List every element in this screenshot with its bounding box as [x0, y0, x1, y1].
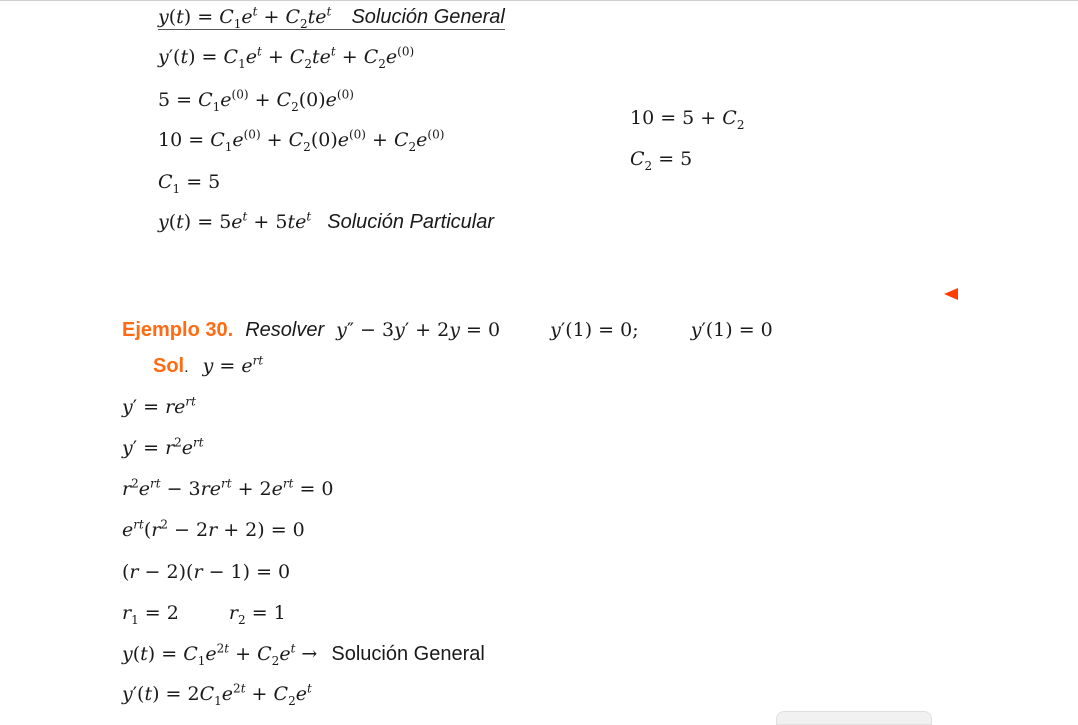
- sol-heading: Sol: [153, 355, 185, 377]
- general-solution-2-line: $y(t) = C_1e^{2t} + C_2e^t$ → Solución General: [122, 641, 485, 668]
- general-solution-underline: $y(t) = C_1e^t + C_2te^t$ Solución General: [158, 4, 505, 31]
- right-equation-line-1: $10 = 5 + C_2$: [630, 107, 745, 132]
- general-solution-line: [158, 5, 505, 29]
- condition-one-line: $5 = C_1e^{(0)} + C_2(0)e^{(0)}$: [158, 87, 354, 114]
- particular-solution-label: Solución Particular: [327, 211, 494, 233]
- arrow-general-label: Solución General: [331, 643, 485, 665]
- example-heading: Ejemplo 30.: [122, 319, 234, 341]
- roots-line: $r_1 = 2$ $r_2 = 1$: [122, 602, 286, 627]
- sol-line: Sol. $y = e^{rt}$: [153, 353, 264, 377]
- derivative-line: $y'(t) = C_1e^t + C_2te^t + C_2e^{(0)}$: [158, 44, 415, 71]
- right-equation-line-2: $C_2 = 5$: [630, 148, 693, 173]
- second-derivative-line: $y' = r^2e^{rt}$: [122, 435, 204, 459]
- substitution-line: $r^2e^{rt} - 3re^{rt} + 2e^{rt} = 0$: [122, 476, 334, 500]
- page-top-rule: [0, 0, 1078, 1]
- particular-solution-line: $y(t) = 5e^t + 5te^t$ Solución Particular: [158, 209, 494, 233]
- first-derivative-line: $y' = re^{rt}$: [122, 394, 196, 418]
- example-30-line: Ejemplo 30. Resolver y″ − 3y′ + 2y = 0 y′(1) = 0; y′(1) = 0: [122, 319, 773, 341]
- bottom-tab[interactable]: [776, 711, 932, 725]
- resolver-text: Resolver: [245, 319, 325, 341]
- sol-dot: .: [184, 359, 189, 376]
- general-solution-label: Solución General: [351, 6, 505, 28]
- roots-product-line: (r − 2)(r − 1) = 0: [122, 561, 291, 583]
- derivative-2-line: $y'(t) = 2C_1e^{2t} + C_2e^t$: [122, 681, 312, 708]
- factored-line: $e^{rt}(r^2 - 2r + 2) = 0$: [122, 517, 305, 541]
- c1-value-line: $C_1 = 5$: [158, 171, 221, 196]
- triangle-left-icon[interactable]: [944, 288, 958, 300]
- condition-two-line: $10 = C_1e^{(0)} + C_2(0)e^{(0)} + C_2e^{(0)}$: [158, 127, 445, 154]
